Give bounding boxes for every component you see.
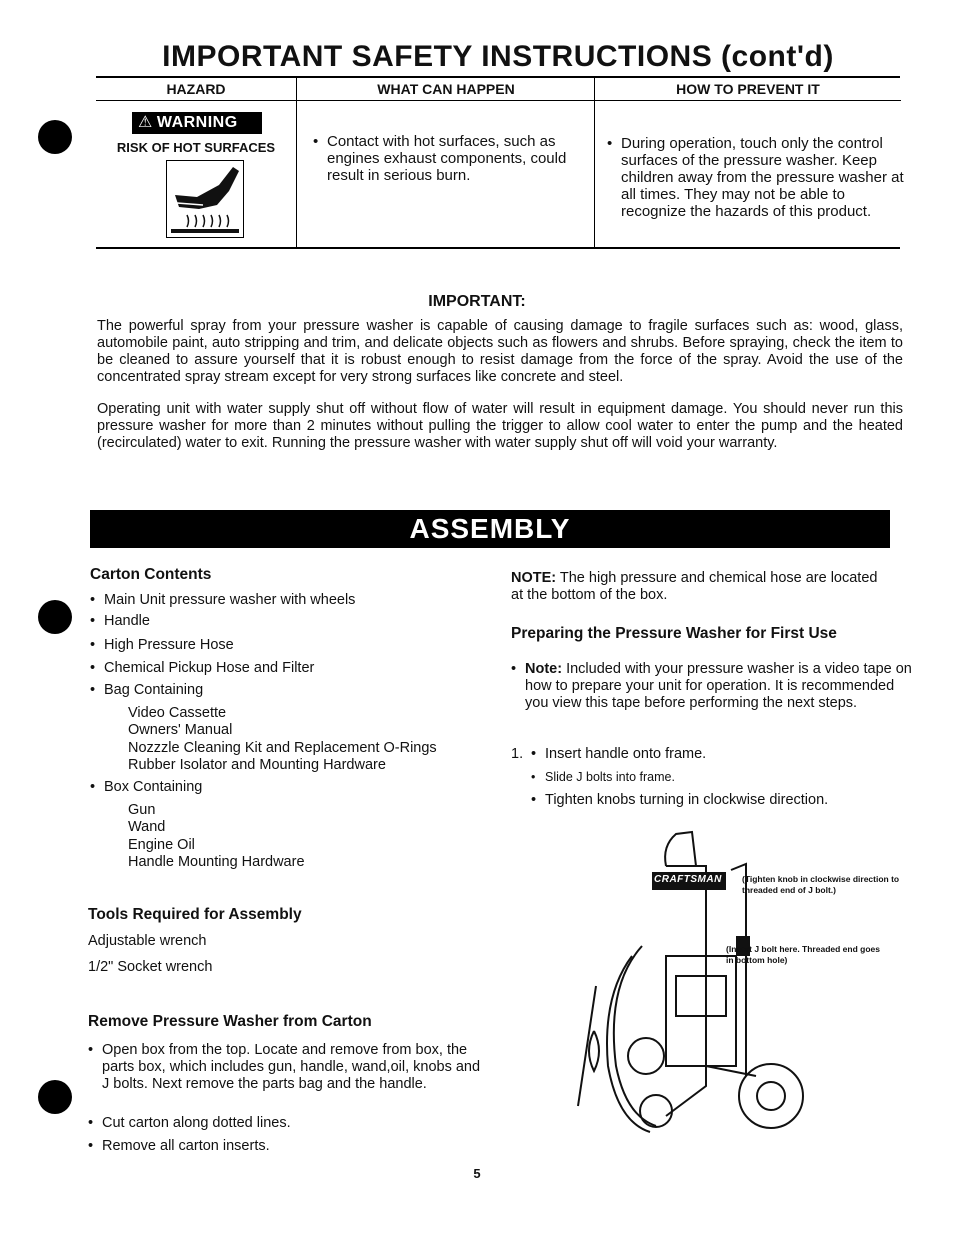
remove-heading: Remove Pressure Washer from Carton — [88, 1013, 372, 1030]
list-item: • Box Containing — [90, 779, 202, 796]
preparing-note-text: Included with your pressure washer is a video tape on how to prepare your unit for operation. It is recommended you view this tape before performing the next steps. — [525, 661, 912, 711]
list-item: • Main Unit pressure washer with wheels — [90, 592, 355, 609]
list-item: • Cut carton along dotted lines. — [88, 1115, 291, 1132]
box-item: Engine Oil — [128, 837, 195, 853]
figure-caption-jbolt: (Insert J bolt here. Threaded end goes in bottom hole) — [726, 944, 880, 965]
list-item: • Remove all carton inserts. — [88, 1138, 270, 1155]
prevent-header: HOW TO PREVENT IT — [595, 78, 901, 101]
assembly-banner: ASSEMBLY — [90, 510, 890, 548]
safety-table — [96, 78, 904, 248]
bag-item: Rubber Isolator and Mounting Hardware — [128, 757, 386, 773]
warning-text: WARNING — [156, 114, 238, 131]
list-item: • Handle — [90, 613, 150, 630]
hazard-column — [96, 78, 296, 248]
step-number: 1. — [511, 746, 524, 762]
binder-hole — [38, 600, 72, 634]
prevent-column — [594, 78, 904, 248]
preparing-heading: Preparing the Pressure Washer for First Use — [511, 625, 837, 642]
prevent-text: • During operation, touch only the control surfaces of the pressure washer. Keep children away from the pressure washer at all times. They may not be able to recognize the hazards of this product. — [607, 135, 913, 220]
binder-hole — [38, 120, 72, 154]
hazard-name: RISK OF HOT SURFACES — [116, 140, 276, 155]
what-can-happen-column — [296, 78, 595, 248]
tool-item: 1/2" Socket wrench — [88, 959, 213, 975]
note-paragraph — [511, 570, 891, 604]
pressure-washer-figure — [556, 826, 906, 1146]
important-paragraph-1: The powerful spray from your pressure washer is capable of causing damage to fragile surfaces such as: wood, glass, automobile paint, auto stripping and trim, and delicate objects such as flowers and shrubs. Before spraying, check the item to be cleaned to assure yourself that it is robust enough to resist damage from the force of the spray. Avoid the use of the concentrated spray stream except for very strong surfaces like concrete and steel. — [97, 318, 903, 385]
hot-surface-hand-icon — [166, 160, 244, 238]
box-item: Handle Mounting Hardware — [128, 854, 305, 870]
page-title: IMPORTANT SAFETY INSTRUCTIONS (cont'd) — [162, 40, 834, 73]
carton-contents-heading: Carton Contents — [90, 566, 212, 583]
bag-item: Owners' Manual — [128, 722, 233, 738]
substep-text: • Tighten knobs turning in clockwise direction. — [531, 792, 828, 809]
substep-text: • Slide J bolts into frame. — [531, 769, 675, 786]
binder-hole — [38, 1080, 72, 1114]
hazard-header: HAZARD — [96, 78, 296, 101]
important-heading: IMPORTANT: — [428, 293, 526, 310]
what-can-happen-text: • Contact with hot surfaces, such as engines exhaust components, could result in serious burn. — [313, 133, 593, 184]
important-paragraph-2: Operating unit with water supply shut off without flow of water will result in equipment damage. You should never run this pressure washer for more than 2 minutes without pulling the trigger to allow cool water to enter the pump and the heated (recirculated) water to exit. Running the pressure washer with water supply shut off will void your warranty. — [97, 401, 903, 451]
list-item: • High Pressure Hose — [90, 637, 234, 654]
box-item: Gun — [128, 802, 156, 818]
warning-label — [132, 112, 262, 134]
preparing-note-label: Note: — [525, 661, 563, 677]
tools-heading: Tools Required for Assembly — [88, 906, 302, 923]
list-item: • Chemical Pickup Hose and Filter — [90, 660, 314, 677]
step-text: • Insert handle onto frame. — [531, 746, 706, 763]
note-label: NOTE: — [511, 570, 557, 586]
page-number: 5 — [473, 1166, 481, 1181]
figure-caption-knob: (Tighten knob in clockwise direction to threaded end of J bolt.) — [742, 874, 900, 895]
bag-item: Nozzzle Cleaning Kit and Replacement O-Rings — [128, 740, 437, 756]
preparing-note — [511, 661, 917, 712]
list-item: • Bag Containing — [90, 682, 203, 699]
craftsman-logo: CRAFTSMAN — [654, 874, 722, 885]
note-text: The high pressure and chemical hose are located at the bottom of the box. — [511, 570, 878, 603]
warning-triangle-icon: ⚠ — [138, 114, 153, 131]
what-can-happen-header: WHAT CAN HAPPEN — [297, 78, 595, 101]
list-item: • Open box from the top. Locate and remove from box, the parts box, which includes gun, handle, wand,oil, knobs and J bolts. Next remove the parts bag and the handle. — [88, 1042, 486, 1093]
tool-item: Adjustable wrench — [88, 933, 207, 949]
table-bottom-rule — [96, 247, 900, 249]
bag-item: Video Cassette — [128, 705, 227, 721]
box-item: Wand — [128, 819, 166, 835]
